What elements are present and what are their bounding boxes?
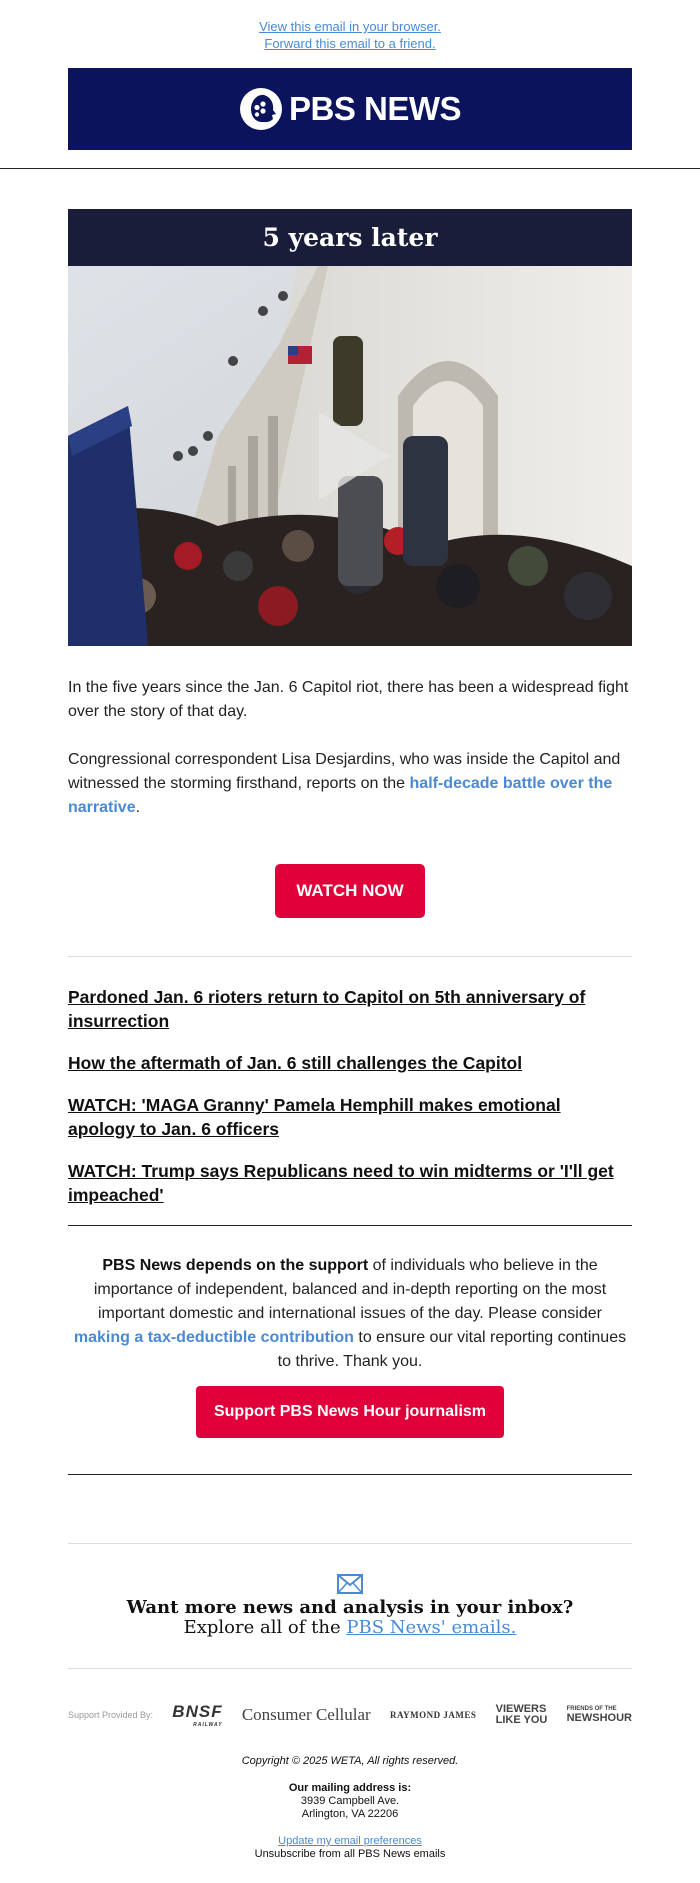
play-icon[interactable] bbox=[319, 412, 389, 500]
viewers-like-you-logo[interactable] bbox=[496, 1704, 548, 1726]
related-link-1[interactable]: Pardoned Jan. 6 rioters return to Capitol on 5th anniversary of insurrection bbox=[68, 987, 586, 1031]
email-preferences-link[interactable]: Update my email preferences bbox=[278, 1835, 422, 1847]
friends-of-newshour-logo[interactable] bbox=[567, 1706, 632, 1724]
story-summary bbox=[68, 676, 632, 820]
email-container bbox=[68, 0, 632, 150]
bnsf-subtext: RAILWAY bbox=[193, 1722, 223, 1728]
support-text-1: of individuals who believe in the importance of independent, balanced and in-depth reporting on the most important domestic and international issues of the day. Please consider bbox=[93, 1257, 607, 1322]
story-paragraph-1: In the five years since the Jan. 6 Capitol riot, there has been a widespread fight over the story of that day. bbox=[68, 679, 629, 720]
related-link-4[interactable]: WATCH: Trump says Republicans need to win midterms or 'I'll get impeached' bbox=[68, 1161, 614, 1205]
newsletter-heading: Want more news and analysis in your inbox? bbox=[126, 1597, 574, 1618]
unsubscribe-link[interactable]: Unsubscribe from all PBS News emails bbox=[254, 1848, 446, 1860]
consumer-cellular-logo[interactable]: Consumer Cellular bbox=[241, 1705, 371, 1724]
divider bbox=[68, 1225, 632, 1226]
pbs-head-icon bbox=[239, 87, 283, 131]
address-line-1: 3939 Campbell Ave. bbox=[300, 1795, 400, 1807]
header-divider bbox=[0, 168, 700, 169]
bnsf-text: BNSF bbox=[172, 1702, 223, 1721]
preheader bbox=[68, 0, 632, 52]
divider bbox=[68, 956, 632, 957]
sponsor-label: Support Provided By: bbox=[68, 1710, 154, 1720]
story-link[interactable]: half-decade battle over the narrative bbox=[68, 775, 613, 816]
friends-line-1: FRIENDS OF THE bbox=[566, 1706, 617, 1712]
all-emails-link[interactable]: PBS News' emails. bbox=[346, 1617, 517, 1638]
related-link-2[interactable]: How the aftermath of Jan. 6 still challenges the Capitol bbox=[68, 1053, 523, 1073]
viewers-line-2: LIKE YOU bbox=[495, 1714, 548, 1726]
support-journalism-button[interactable]: Support PBS News Hour journalism bbox=[196, 1386, 504, 1438]
friends-line-2: NEWSHOUR bbox=[566, 1712, 632, 1724]
envelope-icon bbox=[337, 1574, 363, 1594]
support-bold-text: PBS News depends on the support bbox=[102, 1257, 369, 1274]
footer bbox=[68, 1755, 632, 1861]
sponsor-strip bbox=[68, 1695, 632, 1735]
divider bbox=[68, 1543, 632, 1544]
address-line-2: Arlington, VA 22206 bbox=[301, 1808, 399, 1820]
forward-email-link[interactable]: Forward this email to a friend. bbox=[264, 36, 436, 51]
support-text-2: to ensure our vital reporting continues to thrive. Thank you. bbox=[277, 1329, 627, 1370]
view-in-browser-link[interactable]: View this email in your browser. bbox=[259, 19, 441, 34]
bnsf-logo[interactable] bbox=[172, 1702, 222, 1728]
story-paragraph-2-end: . bbox=[135, 799, 141, 816]
newsletter-sub-text: Explore all of the bbox=[183, 1617, 347, 1638]
newsletter-subheading bbox=[68, 1618, 632, 1638]
support-appeal bbox=[68, 1254, 632, 1374]
hero-title: 5 years later bbox=[68, 209, 632, 266]
raymond-james-logo[interactable]: RAYMOND JAMES bbox=[389, 1710, 477, 1720]
watch-now-button[interactable]: WATCH NOW bbox=[275, 864, 425, 918]
contribution-link[interactable]: making a tax-deductible contribution bbox=[73, 1329, 354, 1346]
story-paragraph-2-text: Congressional correspondent Lisa Desjardins, who was inside the Capitol and witnessed the storming firsthand, reports on the bbox=[68, 751, 621, 792]
related-stories bbox=[68, 985, 632, 1207]
divider bbox=[68, 1474, 632, 1475]
masthead-banner[interactable] bbox=[68, 68, 632, 150]
pbs-news-logo bbox=[239, 87, 461, 131]
story-paragraph-2 bbox=[68, 748, 632, 820]
mailing-address-heading: Our mailing address is: bbox=[288, 1782, 412, 1794]
hero-video-thumbnail[interactable] bbox=[68, 266, 632, 646]
viewers-line-1: VIEWERS bbox=[495, 1703, 547, 1715]
masthead-brand-text: PBS NEWS bbox=[288, 90, 462, 127]
copyright-text: Copyright © 2025 WETA, All rights reserved. bbox=[241, 1755, 459, 1767]
related-link-3[interactable]: WATCH: 'MAGA Granny' Pamela Hemphill makes emotional apology to Jan. 6 officers bbox=[68, 1095, 561, 1139]
divider bbox=[68, 1668, 632, 1669]
newsletter-promo bbox=[68, 1574, 632, 1638]
